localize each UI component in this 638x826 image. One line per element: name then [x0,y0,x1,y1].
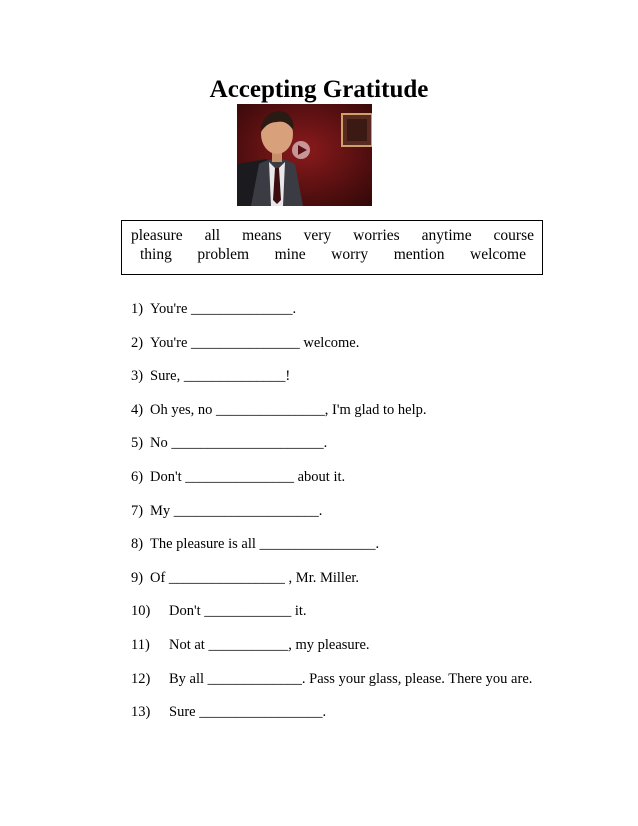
item-text: You're ______________. [150,301,297,317]
word-bank [121,220,543,275]
word-bank-word: mine [274,246,306,263]
exercise-item [131,368,290,385]
item-number: 7) [131,503,144,519]
item-number: 4) [131,402,144,418]
item-text: Of ________________ , Mr. Miller. [150,570,360,586]
word-bank-word: pleasure [131,227,183,244]
exercise-item [131,637,370,654]
word-bank-word: means [242,227,282,244]
item-text: My ____________________. [150,503,323,519]
word-bank-word: all [204,227,221,244]
word-bank-row-2 [140,246,526,264]
item-text: By all _____________. Pass your glass, please. There you are. [169,671,533,687]
word-bank-word: problem [197,246,250,263]
exercise-item [131,570,359,587]
word-bank-word: worries [353,227,400,244]
word-bank-word: anytime [421,227,472,244]
item-text: Sure _________________. [169,704,327,720]
item-number: 8) [131,536,144,552]
word-bank-word: thing [140,246,172,263]
item-number: 1) [131,301,144,317]
word-bank-row-1 [131,227,534,245]
item-number: 2) [131,335,144,351]
item-text: Not at ___________, my pleasure. [169,637,370,653]
item-text: Sure, ______________! [150,368,291,384]
item-number: 12) [131,671,151,687]
exercise-item [131,671,532,688]
word-bank-word: mention [393,246,445,263]
item-text: You're _______________ welcome. [150,335,360,351]
exercise-item [131,503,322,520]
worksheet-title: Accepting Gratitude [209,76,429,103]
item-number: 9) [131,570,144,586]
item-number: 11) [131,637,150,653]
exercise-item [131,603,307,620]
item-number: 3) [131,368,144,384]
exercise-item [131,402,426,419]
video-thumbnail[interactable] [237,104,372,206]
exercise-item [131,435,327,452]
word-bank-word: very [303,227,332,244]
word-bank-word: welcome [470,246,526,263]
exercise-item [131,301,296,318]
item-text: No _____________________. [150,435,328,451]
exercise-item [131,469,345,486]
word-bank-word: worry [331,246,369,263]
item-number: 5) [131,435,144,451]
item-text: Don't ____________ it. [169,603,307,619]
item-text: Don't _______________ about it. [150,469,346,485]
item-number: 10) [131,603,151,619]
item-text: The pleasure is all ________________. [150,536,380,552]
exercise-item [131,335,359,352]
exercise-item [131,536,379,553]
item-number: 6) [131,469,144,485]
exercise-item [131,704,326,721]
item-number: 13) [131,704,151,720]
word-bank-word: course [493,227,534,244]
item-text: Oh yes, no _______________, I'm glad to help. [150,402,427,418]
